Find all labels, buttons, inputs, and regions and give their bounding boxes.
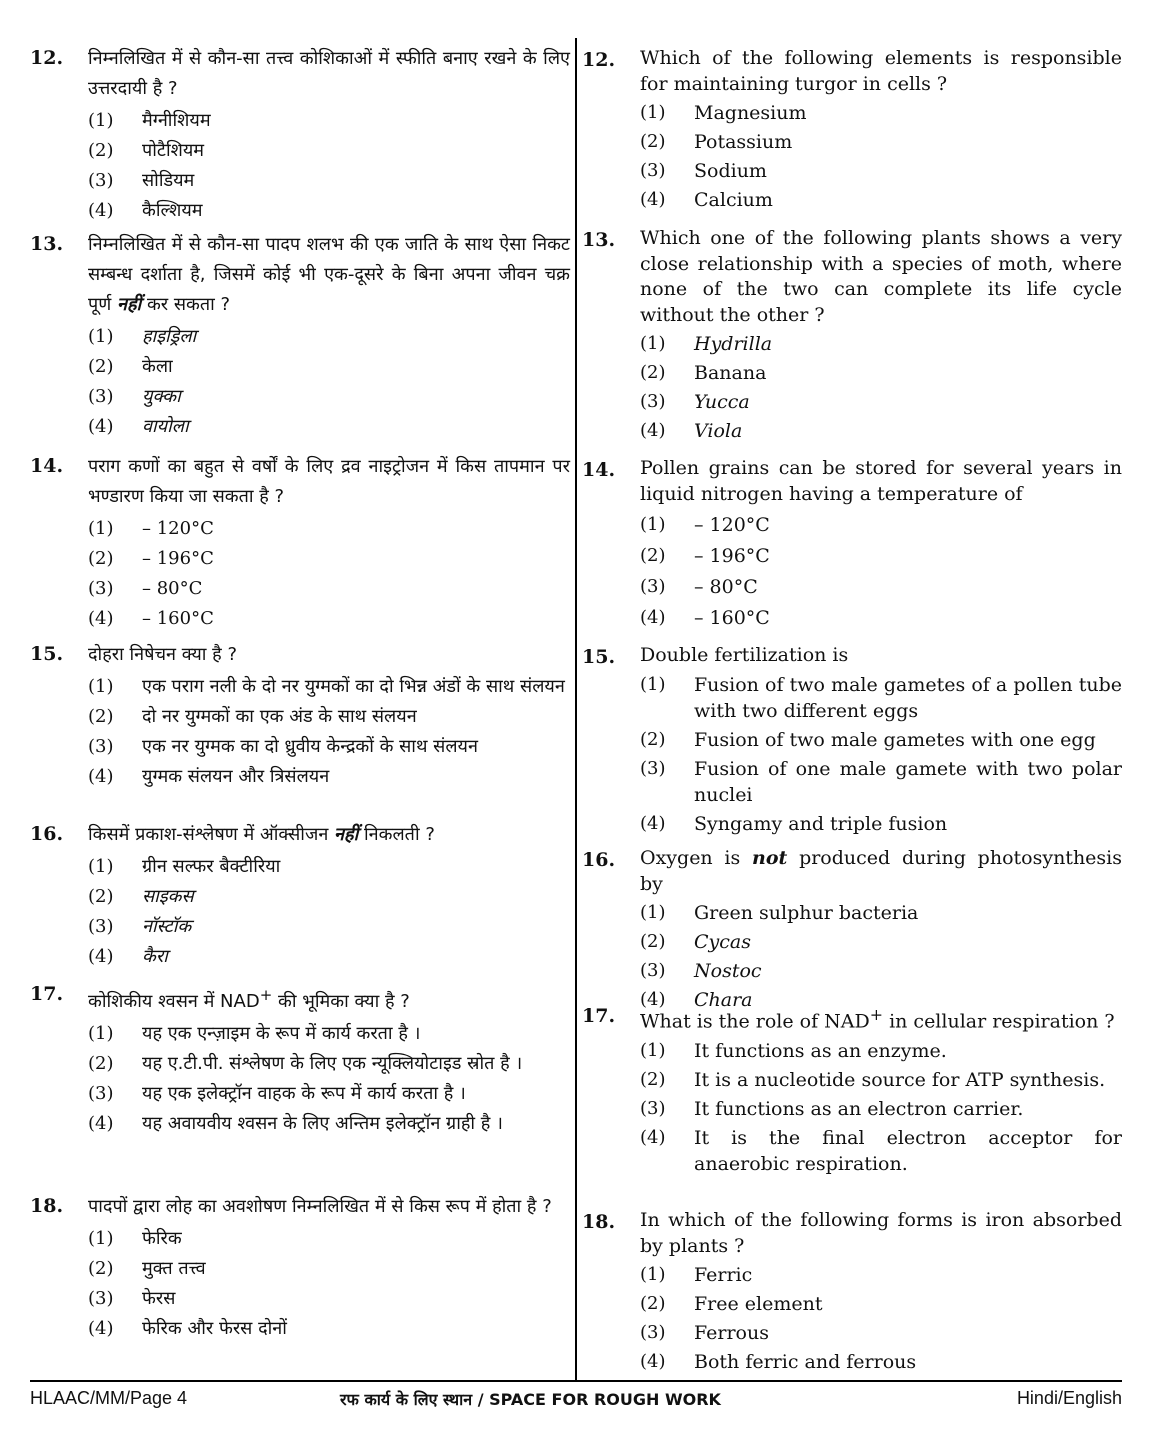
option bbox=[582, 958, 1122, 984]
question-number: 17. bbox=[30, 983, 64, 1005]
hindi-column bbox=[30, 40, 570, 1376]
option-text: नॉस्टॉक bbox=[142, 916, 192, 937]
option-text: Syngamy and triple fusion bbox=[694, 812, 948, 835]
option bbox=[30, 413, 570, 440]
option-text: – 80°C bbox=[142, 578, 203, 599]
option-text: – 196°C bbox=[694, 545, 770, 567]
question-12-english bbox=[582, 46, 1122, 213]
question-text-part: की भूमिका क्या है ? bbox=[272, 991, 410, 1012]
option bbox=[582, 1320, 1122, 1346]
option-number: (1) bbox=[640, 1264, 666, 1285]
option-text: Free element bbox=[694, 1293, 823, 1315]
option-text: Nostoc bbox=[694, 960, 762, 982]
option bbox=[30, 197, 570, 224]
question-text-part: निकलती ? bbox=[364, 824, 435, 845]
booklet-code: HLAAC/MM/Page 4 bbox=[30, 1388, 188, 1408]
option bbox=[30, 353, 570, 380]
question-13-hindi bbox=[30, 230, 570, 440]
question-text-part: कर सकता ? bbox=[146, 294, 231, 315]
option bbox=[30, 763, 570, 790]
option-number: (1) bbox=[88, 326, 114, 347]
question-text-part: कोशिकीय श्वसन में NAD bbox=[88, 991, 260, 1012]
option bbox=[30, 1255, 570, 1282]
option-number: (4) bbox=[640, 420, 666, 441]
question-number: 18. bbox=[582, 1211, 616, 1233]
option bbox=[582, 605, 1122, 631]
option-number: (3) bbox=[88, 736, 114, 757]
option bbox=[30, 167, 570, 194]
question-number: 18. bbox=[30, 1195, 64, 1217]
option-number: (2) bbox=[88, 706, 114, 727]
option bbox=[582, 129, 1122, 155]
question-number: 13. bbox=[30, 233, 64, 255]
question-17-hindi bbox=[30, 980, 570, 1137]
english-column bbox=[582, 40, 1122, 1376]
option-text: Potassium bbox=[694, 131, 793, 153]
option bbox=[30, 703, 570, 730]
option-text: Banana bbox=[694, 362, 767, 384]
question-text: Which one of the following plants shows a very close relationship with a species of moth, where none of the two can complete its life cycle without the other ? bbox=[640, 227, 1122, 326]
option bbox=[582, 331, 1122, 357]
question-18-english bbox=[582, 1208, 1122, 1375]
option-number: (2) bbox=[640, 362, 666, 383]
option-text: Green sulphur bacteria bbox=[694, 902, 919, 924]
option bbox=[30, 943, 570, 970]
option bbox=[582, 672, 1122, 724]
option-text: – 160°C bbox=[694, 607, 770, 629]
rough-work-label: रफ कार्य के लिए स्थान / SPACE FOR ROUGH WORK bbox=[340, 1390, 721, 1409]
option bbox=[30, 383, 570, 410]
option bbox=[582, 187, 1122, 213]
option bbox=[582, 1291, 1122, 1317]
option-number: (1) bbox=[640, 902, 666, 923]
option bbox=[582, 100, 1122, 126]
question-text-part: किसमें प्रकाश-संश्लेषण में ऑक्सीजन bbox=[88, 824, 329, 845]
option-number: (2) bbox=[88, 886, 114, 907]
option-number: (1) bbox=[88, 856, 114, 877]
question-text bbox=[640, 1002, 1122, 1035]
option-text: दो नर युग्मकों का एक अंड के साथ संलयन bbox=[142, 706, 417, 727]
option-number: (3) bbox=[88, 386, 114, 407]
option-number: (3) bbox=[640, 757, 666, 779]
question-number: 13. bbox=[582, 229, 616, 251]
option bbox=[582, 389, 1122, 415]
option bbox=[30, 545, 570, 572]
question-number: 12. bbox=[30, 47, 64, 69]
option bbox=[582, 1067, 1122, 1093]
option-text: It is the final electron acceptor for anaerobic respiration. bbox=[694, 1126, 1122, 1175]
column-divider bbox=[575, 38, 577, 1380]
option-text: यह ए.टी.पी. संश्लेषण के लिए एक न्यूक्लियोटाइड स्रोत है । bbox=[142, 1053, 523, 1074]
question-text bbox=[88, 230, 570, 320]
question-text-part: निम्नलिखित में से कौन-सा पादप शलभ की एक जाति के साथ ऐसा निकट सम्बन्ध दर्शाता है, जिसमें कोई भी एक-दूसरे के बिना अपना जीवन चक्र पूर्ण bbox=[88, 234, 570, 315]
option-text: It is a nucleotide source for ATP synthesis. bbox=[694, 1068, 1106, 1091]
superscript-plus: + bbox=[869, 1005, 884, 1024]
option bbox=[30, 107, 570, 134]
option bbox=[30, 913, 570, 940]
option-number: (2) bbox=[88, 1053, 114, 1074]
option bbox=[30, 323, 570, 350]
option-text: मैग्नीशियम bbox=[142, 110, 211, 131]
option-text: फेरिक bbox=[142, 1228, 182, 1249]
option-number: (3) bbox=[640, 160, 666, 181]
question-17-english bbox=[582, 1002, 1122, 1177]
option-text: It functions as an enzyme. bbox=[694, 1039, 947, 1062]
option-text: It functions as an electron carrier. bbox=[694, 1097, 1024, 1120]
option-number: (3) bbox=[640, 576, 666, 597]
option-number: (2) bbox=[640, 131, 666, 152]
question-number: 16. bbox=[582, 849, 616, 871]
option-text: Cycas bbox=[694, 931, 751, 953]
question-text-part: in cellular respiration ? bbox=[883, 1010, 1115, 1033]
option-number: (4) bbox=[88, 1113, 114, 1134]
option-text: पोटैशियम bbox=[142, 140, 205, 161]
option-number: (3) bbox=[640, 391, 666, 412]
option bbox=[582, 811, 1122, 837]
option-number: (2) bbox=[640, 545, 666, 566]
option bbox=[30, 1285, 570, 1312]
option bbox=[582, 756, 1122, 808]
option bbox=[30, 137, 570, 164]
option-text: कैल्शियम bbox=[142, 200, 203, 221]
option bbox=[582, 1262, 1122, 1288]
option bbox=[30, 1110, 570, 1137]
option bbox=[582, 418, 1122, 444]
option bbox=[30, 883, 570, 910]
option-number: (4) bbox=[88, 1318, 114, 1339]
option-text: साइकस bbox=[142, 886, 194, 907]
option-text: वायोला bbox=[142, 416, 189, 437]
option-text: एक नर युग्मक का दो ध्रुवीय केन्द्रकों के साथ संलयन bbox=[142, 736, 478, 757]
option-text: यह एक एन्ज़ाइम के रूप में कार्य करता है । bbox=[142, 1023, 421, 1044]
question-14-english bbox=[582, 456, 1122, 631]
option-number: (1) bbox=[640, 102, 666, 123]
option-text: Calcium bbox=[694, 189, 773, 211]
question-text: Pollen grains can be stored for several years in liquid nitrogen having a temperature of bbox=[640, 457, 1122, 505]
option-number: (4) bbox=[640, 189, 666, 210]
option bbox=[30, 1080, 570, 1107]
option bbox=[582, 1125, 1122, 1177]
option-text: मुक्त तत्त्व bbox=[142, 1258, 206, 1279]
question-number: 14. bbox=[582, 459, 616, 481]
option-number: (3) bbox=[88, 1288, 114, 1309]
option-number: (2) bbox=[88, 356, 114, 377]
option-number: (3) bbox=[88, 578, 114, 599]
option-number: (3) bbox=[640, 1322, 666, 1343]
question-15-hindi bbox=[30, 640, 570, 790]
superscript-plus: + bbox=[259, 986, 273, 1004]
question-number: 14. bbox=[30, 455, 64, 477]
option bbox=[30, 575, 570, 602]
question-number: 16. bbox=[30, 823, 64, 845]
question-text: Which of the following elements is responsible for maintaining turgor in cells ? bbox=[640, 47, 1122, 95]
option-number: (3) bbox=[88, 170, 114, 191]
option-text: – 120°C bbox=[694, 514, 770, 536]
option bbox=[582, 158, 1122, 184]
option-text: – 160°C bbox=[142, 608, 214, 629]
option-text: Magnesium bbox=[694, 102, 807, 124]
option bbox=[582, 727, 1122, 753]
option-text: Fusion of two male gametes of a pollen tube with two different eggs bbox=[694, 673, 1122, 722]
question-15-english bbox=[582, 643, 1122, 837]
option bbox=[582, 574, 1122, 600]
emphasis-not: नहीं bbox=[116, 294, 142, 315]
question-text: पराग कणों का बहुत से वर्षों के लिए द्रव नाइट्रोजन में किस तापमान पर भण्डारण किया जा सकता है ? bbox=[88, 456, 570, 507]
option-number: (1) bbox=[640, 333, 666, 354]
option-number: (3) bbox=[640, 1097, 666, 1119]
option bbox=[30, 1225, 570, 1252]
option-text: केला bbox=[142, 356, 173, 377]
option-number: (3) bbox=[88, 916, 114, 937]
option-number: (4) bbox=[88, 416, 114, 437]
option-text: – 120°C bbox=[142, 518, 214, 539]
option-number: (4) bbox=[88, 946, 114, 967]
option bbox=[582, 543, 1122, 569]
option bbox=[30, 853, 570, 880]
page-footer bbox=[30, 1388, 1122, 1416]
option-text: Ferrous bbox=[694, 1322, 769, 1344]
option-number: (4) bbox=[640, 989, 666, 1010]
option-text: Chara bbox=[694, 989, 753, 1011]
option bbox=[582, 900, 1122, 926]
option-number: (4) bbox=[88, 766, 114, 787]
question-number: 17. bbox=[582, 1005, 616, 1027]
option bbox=[30, 605, 570, 632]
option-number: (4) bbox=[88, 200, 114, 221]
language-label: Hindi/English bbox=[1016, 1388, 1122, 1408]
option-text: Both ferric and ferrous bbox=[694, 1351, 917, 1373]
option-number: (3) bbox=[640, 960, 666, 981]
question-text: Double fertilization is bbox=[640, 644, 849, 666]
option-text: – 80°C bbox=[694, 576, 758, 598]
option-text: यह अवायवीय श्वसन के लिए अन्तिम इलेक्ट्रॉन ग्राही है । bbox=[142, 1113, 503, 1134]
question-text bbox=[88, 820, 570, 850]
question-text: In which of the following forms is iron absorbed by plants ? bbox=[640, 1209, 1122, 1257]
option-number: (2) bbox=[88, 1258, 114, 1279]
question-text: निम्नलिखित में से कौन-सा तत्त्व कोशिकाओं में स्फीति बनाए रखने के लिए उत्तरदायी है ? bbox=[88, 48, 570, 99]
option-text: यह एक इलेक्ट्रॉन वाहक के रूप में कार्य करता है । bbox=[142, 1083, 466, 1104]
option-number: (2) bbox=[88, 140, 114, 161]
option-number: (1) bbox=[640, 673, 666, 695]
option-text: – 196°C bbox=[142, 548, 214, 569]
option-number: (1) bbox=[88, 676, 114, 697]
option-text: युग्मक संलयन और त्रिसंलयन bbox=[142, 766, 330, 787]
question-text: पादपों द्वारा लोह का अवशोषण निम्नलिखित में से किस रूप में होता है ? bbox=[88, 1196, 552, 1217]
option-number: (3) bbox=[88, 1083, 114, 1104]
option-text: युक्का bbox=[142, 386, 181, 407]
question-13-english bbox=[582, 226, 1122, 444]
option-number: (2) bbox=[88, 548, 114, 569]
option-text: Yucca bbox=[694, 391, 750, 413]
question-text-part: What is the role of NAD bbox=[640, 1010, 870, 1033]
question-text: दोहरा निषेचन क्या है ? bbox=[88, 644, 238, 665]
option bbox=[582, 1349, 1122, 1375]
option-number: (1) bbox=[88, 1023, 114, 1044]
question-14-hindi bbox=[30, 452, 570, 632]
question-number: 15. bbox=[30, 643, 64, 665]
question-text bbox=[88, 980, 570, 1017]
option bbox=[30, 1315, 570, 1342]
option-number: (4) bbox=[640, 1351, 666, 1372]
question-text-part: produced during photosynthesis by bbox=[640, 847, 1122, 895]
option bbox=[30, 1020, 570, 1047]
question-16-english bbox=[582, 846, 1122, 1013]
option-text: कैरा bbox=[142, 946, 168, 967]
emphasis-not: नहीं bbox=[334, 824, 359, 845]
question-text-part: Oxygen is bbox=[640, 847, 741, 869]
option-number: (4) bbox=[640, 607, 666, 628]
option-text: फेरस bbox=[142, 1288, 176, 1309]
option-text: Sodium bbox=[694, 160, 767, 182]
option bbox=[30, 1050, 570, 1077]
option-text: Ferric bbox=[694, 1264, 753, 1286]
option-number: (4) bbox=[640, 1126, 666, 1148]
option bbox=[30, 673, 570, 700]
option-number: (1) bbox=[88, 518, 114, 539]
question-18-hindi bbox=[30, 1192, 570, 1342]
option-number: (2) bbox=[640, 1293, 666, 1314]
option-number: (4) bbox=[640, 812, 666, 834]
option-text: Fusion of two male gametes with one egg bbox=[694, 728, 1096, 751]
option-text: हाइड्रिला bbox=[142, 326, 197, 347]
emphasis-not: not bbox=[752, 847, 788, 869]
option-number: (2) bbox=[640, 1068, 666, 1090]
option-text: एक पराग नली के दो नर युग्मकों का दो भिन्न अंडों के साथ संलयन bbox=[142, 676, 565, 697]
option bbox=[582, 512, 1122, 538]
option-text: ग्रीन सल्फर बैक्टीरिया bbox=[142, 856, 281, 877]
option bbox=[582, 360, 1122, 386]
option-text: Fusion of one male gamete with two polar nuclei bbox=[694, 757, 1122, 806]
option-text: सोडियम bbox=[142, 170, 195, 191]
option-text: फेरिक और फेरस दोनों bbox=[142, 1318, 287, 1339]
option bbox=[582, 1096, 1122, 1122]
option-number: (1) bbox=[88, 1228, 114, 1249]
option-text: Viola bbox=[694, 420, 743, 442]
question-16-hindi bbox=[30, 820, 570, 970]
question-number: 15. bbox=[582, 646, 616, 668]
question-12-hindi bbox=[30, 44, 570, 224]
option-number: (2) bbox=[640, 728, 666, 750]
option bbox=[582, 1038, 1122, 1064]
option bbox=[30, 515, 570, 542]
option-text: Hydrilla bbox=[694, 333, 773, 355]
option-number: (4) bbox=[88, 608, 114, 629]
option-number: (1) bbox=[640, 514, 666, 535]
option-number: (1) bbox=[640, 1039, 666, 1061]
question-text bbox=[640, 846, 1122, 897]
option bbox=[582, 929, 1122, 955]
option bbox=[30, 733, 570, 760]
option-number: (2) bbox=[640, 931, 666, 952]
question-number: 12. bbox=[582, 49, 616, 71]
footer-rule bbox=[30, 1380, 1122, 1382]
option-number: (1) bbox=[88, 110, 114, 131]
